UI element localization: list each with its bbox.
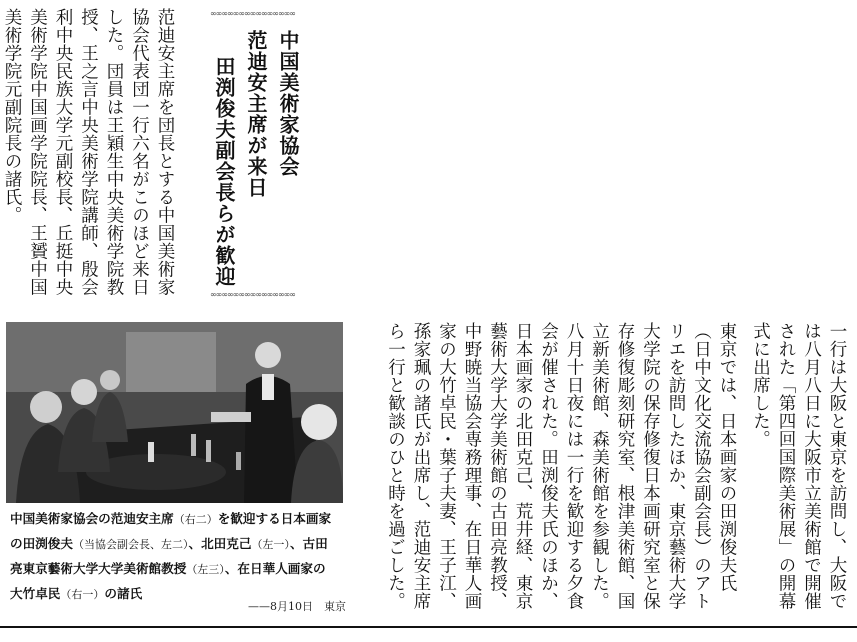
top-ornament: ∞∞∞∞∞∞∞∞∞∞∞∞∞∞∞ xyxy=(210,9,295,18)
event-photo xyxy=(6,322,343,503)
caption-part: （右一） xyxy=(60,588,105,601)
caption-part: 中国美術家協会の范迪安主席 xyxy=(10,511,174,526)
article-tokyo-text: 東京では、日本画家の田渕俊夫氏（日中文化交流協会副会長）のアトリエを訪問したほか、東京藝術大学大学院の保存修復日本画研究室と保存修復彫刻研究室、根津美術館、国立新美術館、森美術館を参観した。八月十日夜には一行を歓迎する夕食会が催された。田渕俊夫氏のほか、日本画家の北田克己、荒井経、東京藝術大学大学美術館の古田亮教授、中野暁当協会専務理事、在日華人画家の大竹卓民・葉子夫妻、王子江、孫家珮の諸氏が出席し、范迪安主席ら一行と歓談のひと時を過ごした。 xyxy=(385,322,737,610)
caption-part: （左三） xyxy=(186,563,225,576)
caption-part: 、北田克己 xyxy=(188,536,252,551)
headline-line-3: 田渕俊夫副会長らが歓迎 xyxy=(212,56,236,287)
caption-part: （右二） xyxy=(173,513,218,526)
article-intro-text: 范迪安主席を団長とする中国美術家協会代表団一行六名がこのほど来日した。団員は王穎生中央美術学院教授、王之言中央美術学院講師、殷会利中央民族大学元副校長、丘挺中央美術学院中国画学院院長、王贇中国美術学院元副院長の諸氏。 xyxy=(2,8,175,296)
caption-part: （左一） xyxy=(251,538,290,551)
article-osaka-text: 一行は大阪と東京を訪問し、大阪では八月八日に大阪市立美術館で開催された「第四回国際美術展」の開幕式に出席した。 xyxy=(750,322,847,610)
headline-line-2: 范迪安主席が来日 xyxy=(244,30,268,198)
caption-part: の諸氏 xyxy=(104,586,143,601)
photo-credit: ——8月10日 東京 xyxy=(248,600,346,613)
photo-caption xyxy=(10,507,335,607)
caption-part: を歓迎する日本画家の田渕俊夫 xyxy=(10,511,332,551)
headline-line-1: 中国美術家協会 xyxy=(276,30,300,177)
caption-part: 、在日華人画家の大竹卓民 xyxy=(10,561,326,601)
bottom-ornament: ∞∞∞∞∞∞∞∞∞∞∞∞∞∞∞ xyxy=(210,290,295,299)
bottom-rule xyxy=(0,626,857,628)
caption-part: （当協会副会長、左二） xyxy=(72,538,189,551)
caption-part: 、古田亮東京藝術大学大学美術館教授 xyxy=(10,536,328,576)
